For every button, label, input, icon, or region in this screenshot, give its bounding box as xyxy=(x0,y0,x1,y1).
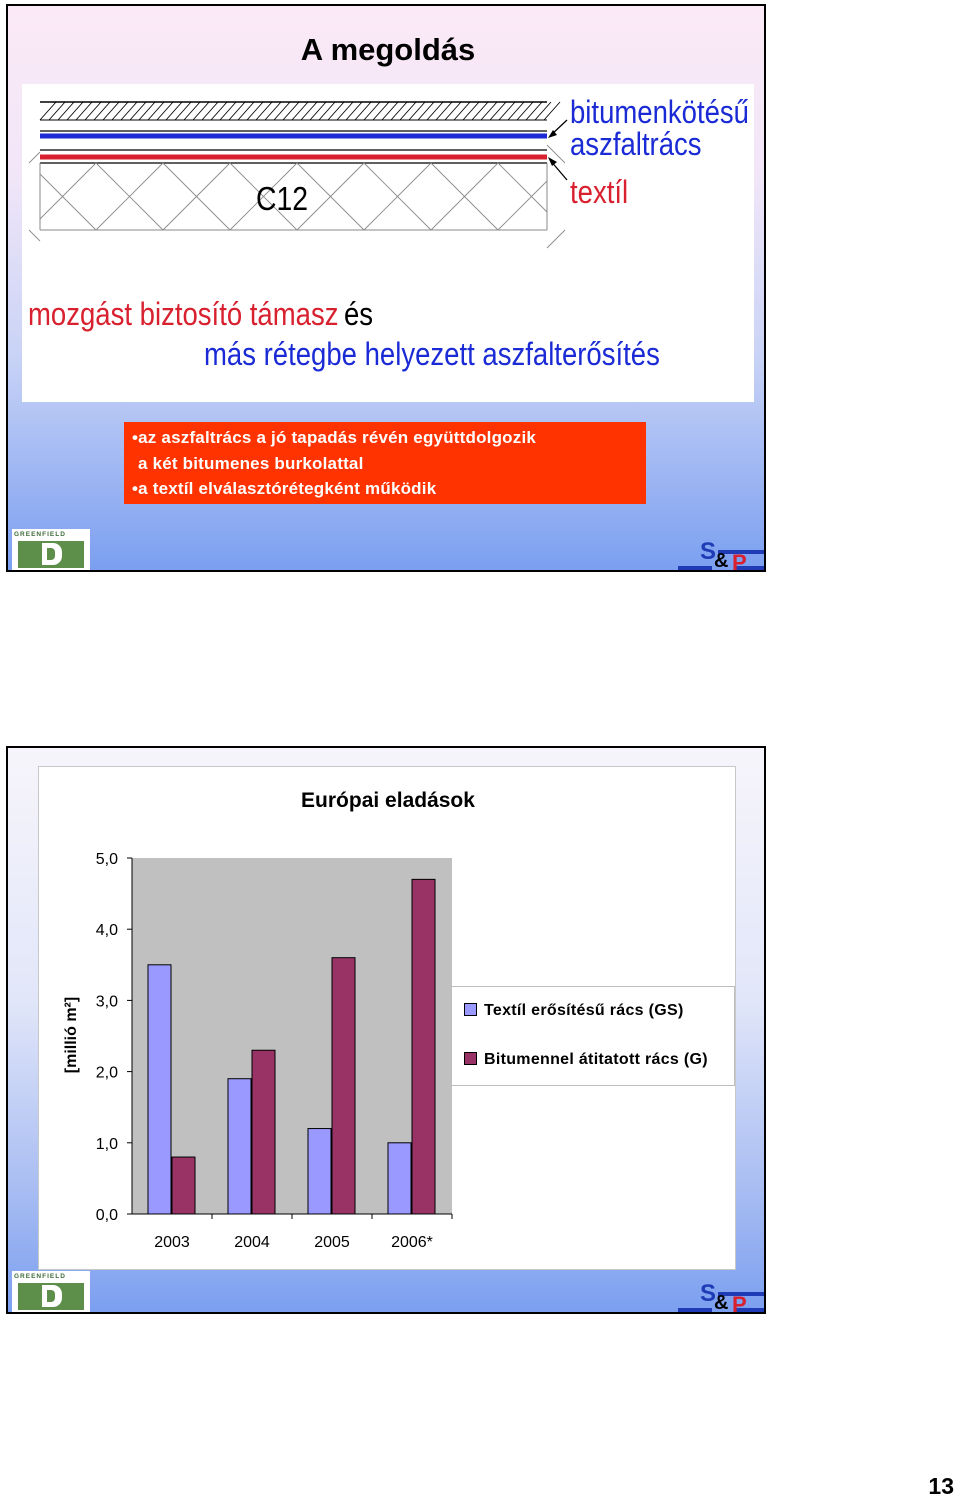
slide-european-sales xyxy=(6,746,766,1314)
grid-layer-label-line1: bitumenkötésű xyxy=(570,94,749,130)
y-tick-label: 5,0 xyxy=(95,851,118,868)
info-line-2: a két bitumenes burkolattal xyxy=(138,453,364,473)
x-tick-label: 2004 xyxy=(234,1234,270,1251)
bar-textile-grid xyxy=(228,1079,251,1214)
x-ticks xyxy=(154,1214,452,1251)
sp-logo-amp: & xyxy=(714,550,729,572)
bar-bitumen-grid xyxy=(332,958,355,1214)
bar-textile-grid xyxy=(148,965,171,1214)
arrow-to-grid-layer xyxy=(548,120,567,138)
legend-item-g xyxy=(464,1051,708,1069)
grid-layer-label-line2: aszfaltrács xyxy=(570,126,702,162)
page-number: 13 xyxy=(928,1473,954,1499)
info-box xyxy=(124,422,646,504)
bar-bitumen-grid xyxy=(412,879,435,1214)
info-line-1: •az aszfaltrács a jó tapadás révén együttdolgozik xyxy=(132,428,537,447)
sp-logo xyxy=(678,1280,764,1314)
bar-textile-grid xyxy=(388,1143,411,1214)
y-axis-label: [millió m²] xyxy=(63,996,80,1074)
sp-logo-amp: & xyxy=(714,1292,729,1314)
legend-swatch-gs xyxy=(464,1003,477,1016)
greenfield-logo-mark xyxy=(18,541,84,568)
bar-bitumen-grid xyxy=(172,1157,195,1214)
chart-legend xyxy=(451,986,735,1086)
sp-logo-s: S xyxy=(700,538,717,565)
info-line-3: •a textíl elválasztórétegként működik xyxy=(132,479,437,498)
legend-label-gs: Textíl erősítésű rács (GS) xyxy=(484,1002,684,1019)
caption-red-text: mozgást biztosító támasz xyxy=(28,296,339,332)
sp-logo xyxy=(678,538,764,572)
asphalt-hatch-layer xyxy=(40,102,560,120)
greenfield-logo xyxy=(12,1271,90,1313)
y-ticks xyxy=(96,851,132,1224)
textile-layer-label: textíl xyxy=(570,174,629,210)
caption-and-text: és xyxy=(344,296,374,332)
slide-title: A megoldás xyxy=(300,32,476,67)
legend-label-g: Bitumennel átitatott rács (G) xyxy=(484,1051,708,1068)
sp-logo-s: S xyxy=(700,1280,717,1307)
chart-panel xyxy=(38,766,736,1270)
y-tick-label: 4,0 xyxy=(95,922,118,940)
y-tick-label: 0,0 xyxy=(95,1207,118,1224)
x-tick-label: 2006* xyxy=(391,1234,433,1251)
sp-logo-p: P xyxy=(732,1292,747,1314)
diagram-panel xyxy=(22,84,754,402)
bar-bitumen-grid xyxy=(252,1050,275,1214)
legend-item-gs xyxy=(464,1002,684,1020)
greenfield-logo xyxy=(12,529,90,571)
slide-solution xyxy=(6,4,766,572)
greenfield-logo-text: GREENFIELD xyxy=(14,531,66,538)
y-tick-label: 1,0 xyxy=(95,1135,118,1153)
section-label: C12 xyxy=(256,180,309,217)
y-tick-label: 3,0 xyxy=(95,993,118,1011)
arrow-to-textile-layer xyxy=(548,157,567,180)
sp-logo-p: P xyxy=(732,550,747,572)
greenfield-logo-text: GREENFIELD xyxy=(14,1273,66,1280)
bar-textile-grid xyxy=(308,1129,331,1214)
y-tick-label: 2,0 xyxy=(95,1064,118,1082)
x-tick-label: 2003 xyxy=(154,1234,190,1251)
x-tick-label: 2005 xyxy=(314,1234,350,1251)
greenfield-logo-mark xyxy=(18,1283,84,1310)
chart-title: Európai eladások xyxy=(301,789,475,812)
caption-blue-text: más rétegbe helyezett aszfalterősítés xyxy=(204,336,660,372)
legend-swatch-g xyxy=(464,1052,477,1065)
